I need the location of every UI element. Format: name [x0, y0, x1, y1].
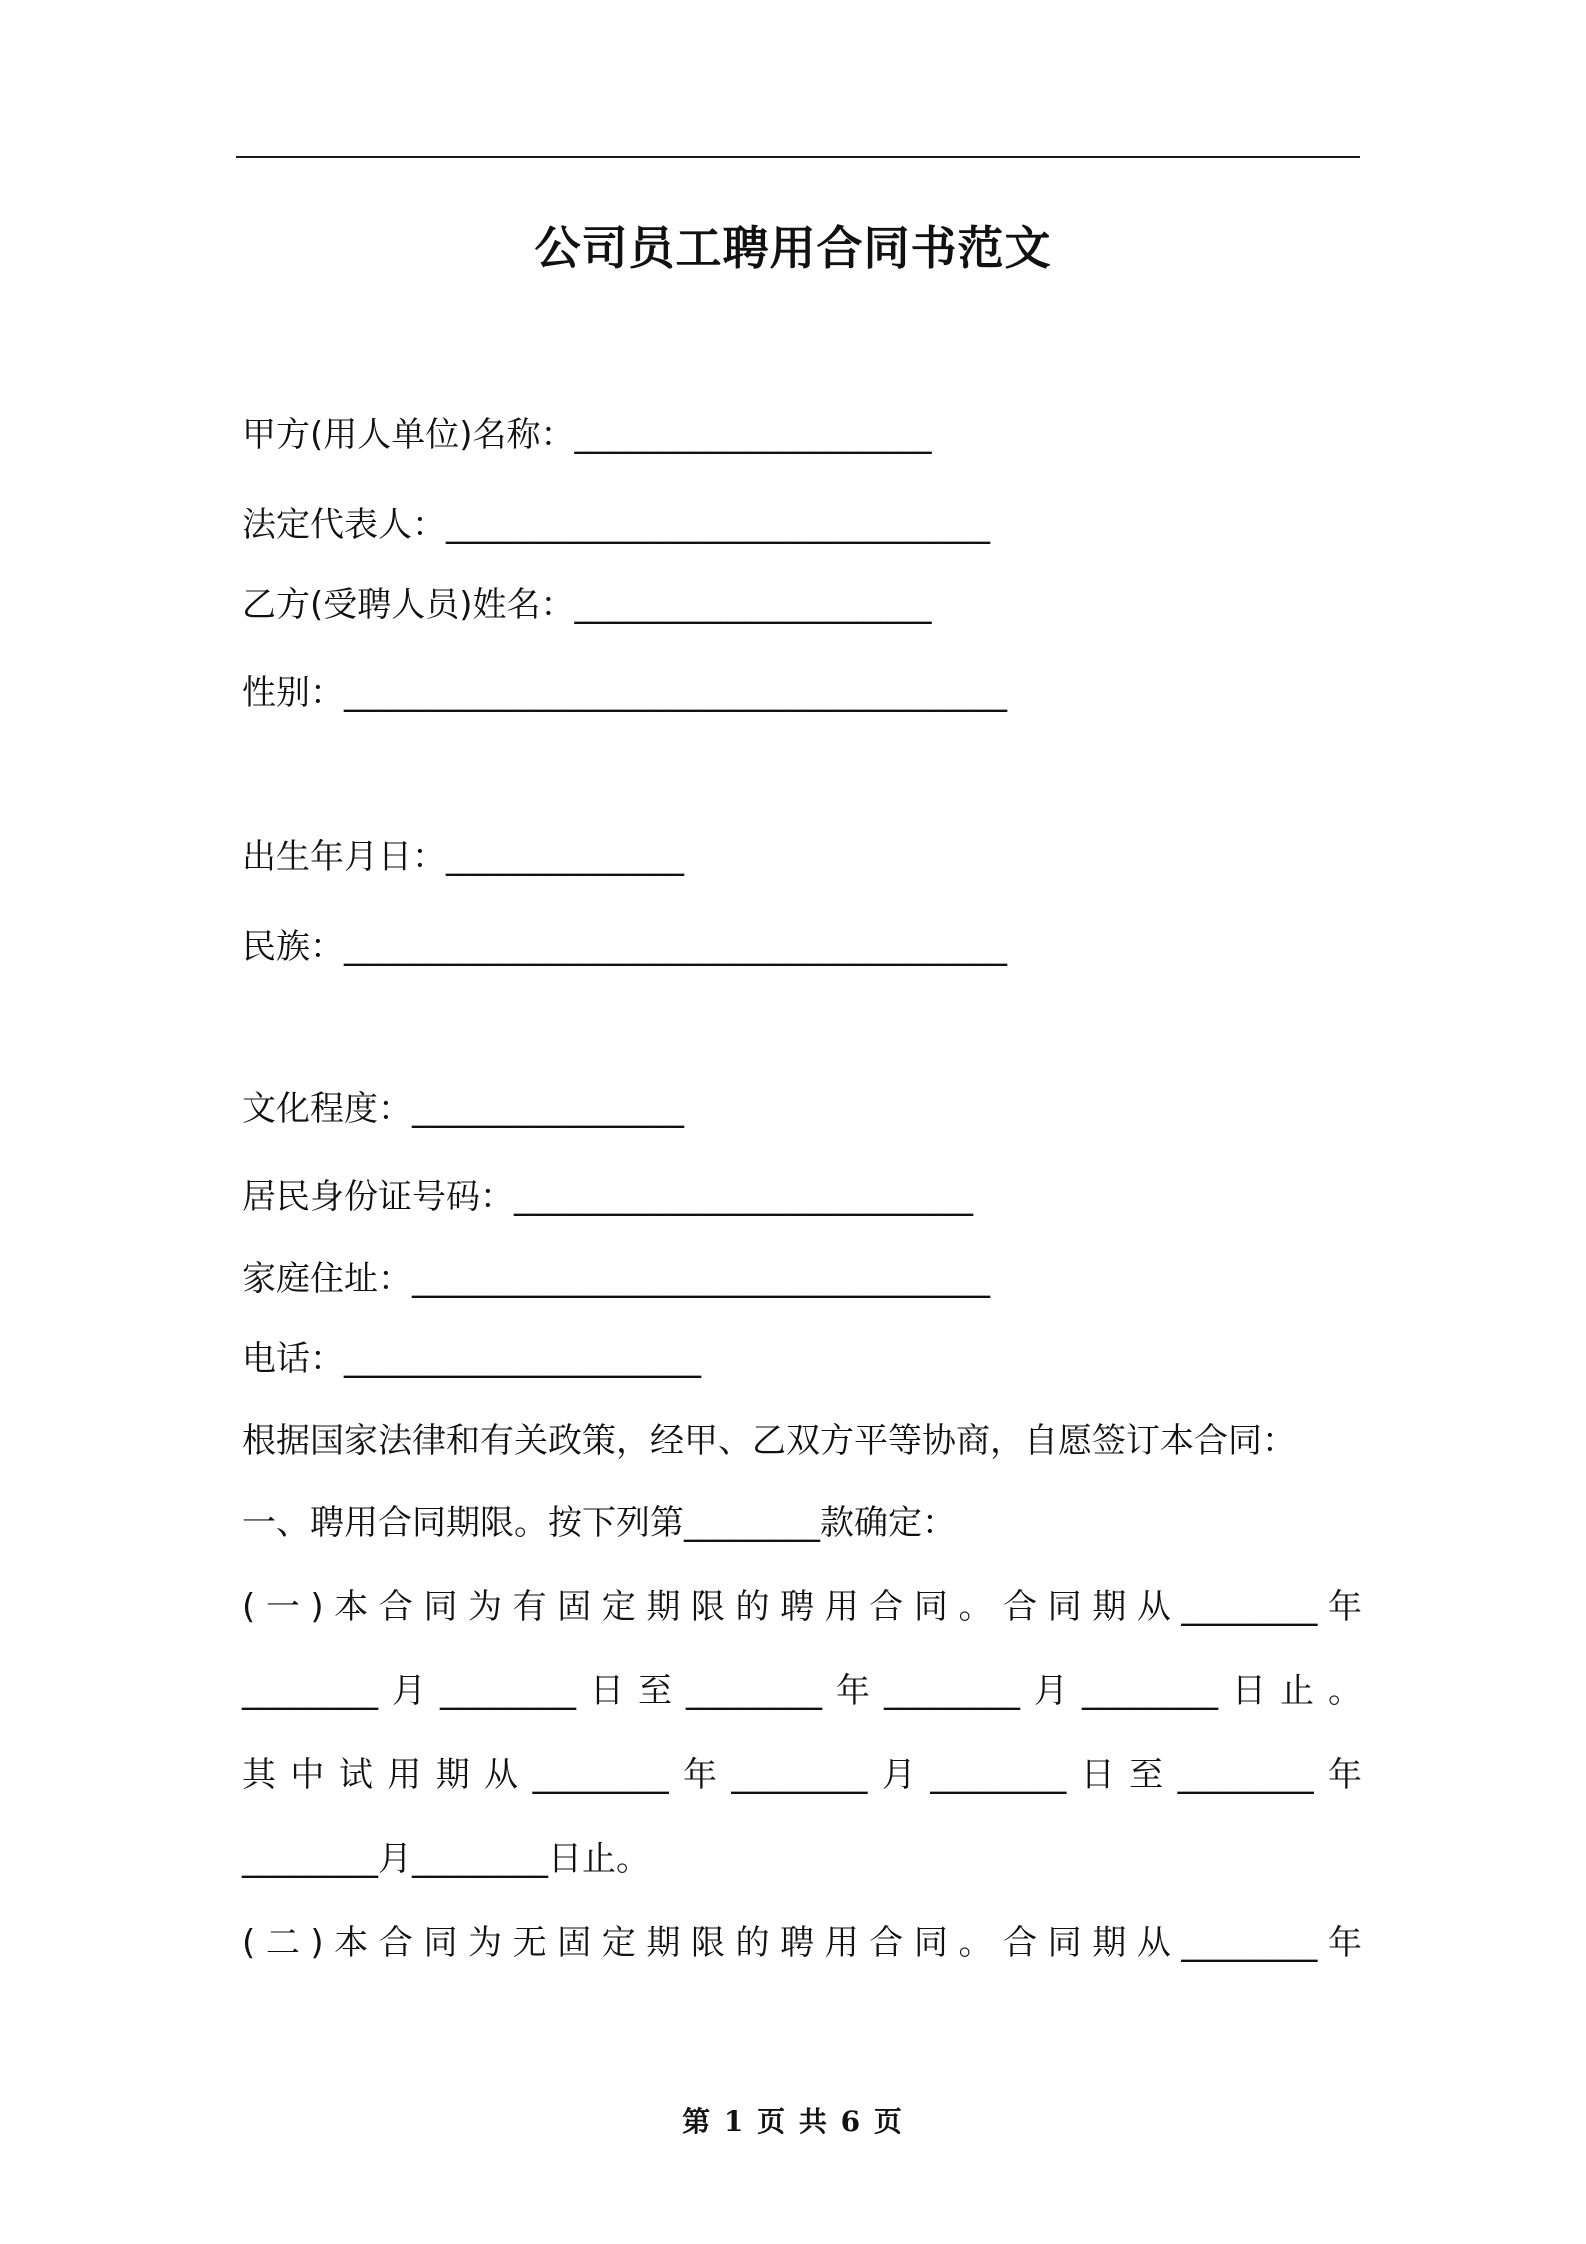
field-ethnicity: 民族：_______________________________________	[242, 927, 1007, 967]
clause-2-line-1: (二)本合同为无固定期限的聘用合同。合同期从________年	[242, 1923, 1362, 1963]
field-legal-representative: 法定代表人：________________________________	[242, 505, 990, 545]
field-employer-name: 甲方(用人单位)名称：_____________________	[242, 415, 932, 455]
header-rule	[236, 156, 1360, 158]
clause-1-line-3: 其中试用期从________年________月________日至________年	[242, 1755, 1362, 1795]
field-birth-date: 出生年月日：______________	[242, 837, 684, 877]
field-education: 文化程度：________________	[242, 1089, 684, 1129]
page-number: 第 1 页 共 6 页	[682, 2105, 904, 2138]
field-id-number: 居民身份证号码：___________________________	[242, 1177, 973, 1217]
field-gender: 性别：_______________________________________	[242, 673, 1007, 713]
clause-1-line-2: ________月________日至________年________月________日止。	[242, 1671, 1362, 1711]
clause-1-line-4: ________月________日止。	[242, 1839, 650, 1879]
document-title: 公司员工聘用合同书范文	[534, 221, 1052, 275]
clause-1-line-1: (一)本合同为有固定期限的聘用合同。合同期从________年	[242, 1587, 1362, 1627]
field-employee-name: 乙方(受聘人员)姓名：_____________________	[242, 585, 932, 625]
field-home-address: 家庭住址：__________________________________	[242, 1259, 990, 1299]
field-phone: 电话：_____________________	[242, 1339, 701, 1379]
intro-paragraph: 根据国家法律和有关政策，经甲、乙双方平等协商，自愿签订本合同：	[242, 1421, 1296, 1461]
section-1-heading: 一、聘用合同期限。按下列第________款确定：	[242, 1503, 956, 1543]
